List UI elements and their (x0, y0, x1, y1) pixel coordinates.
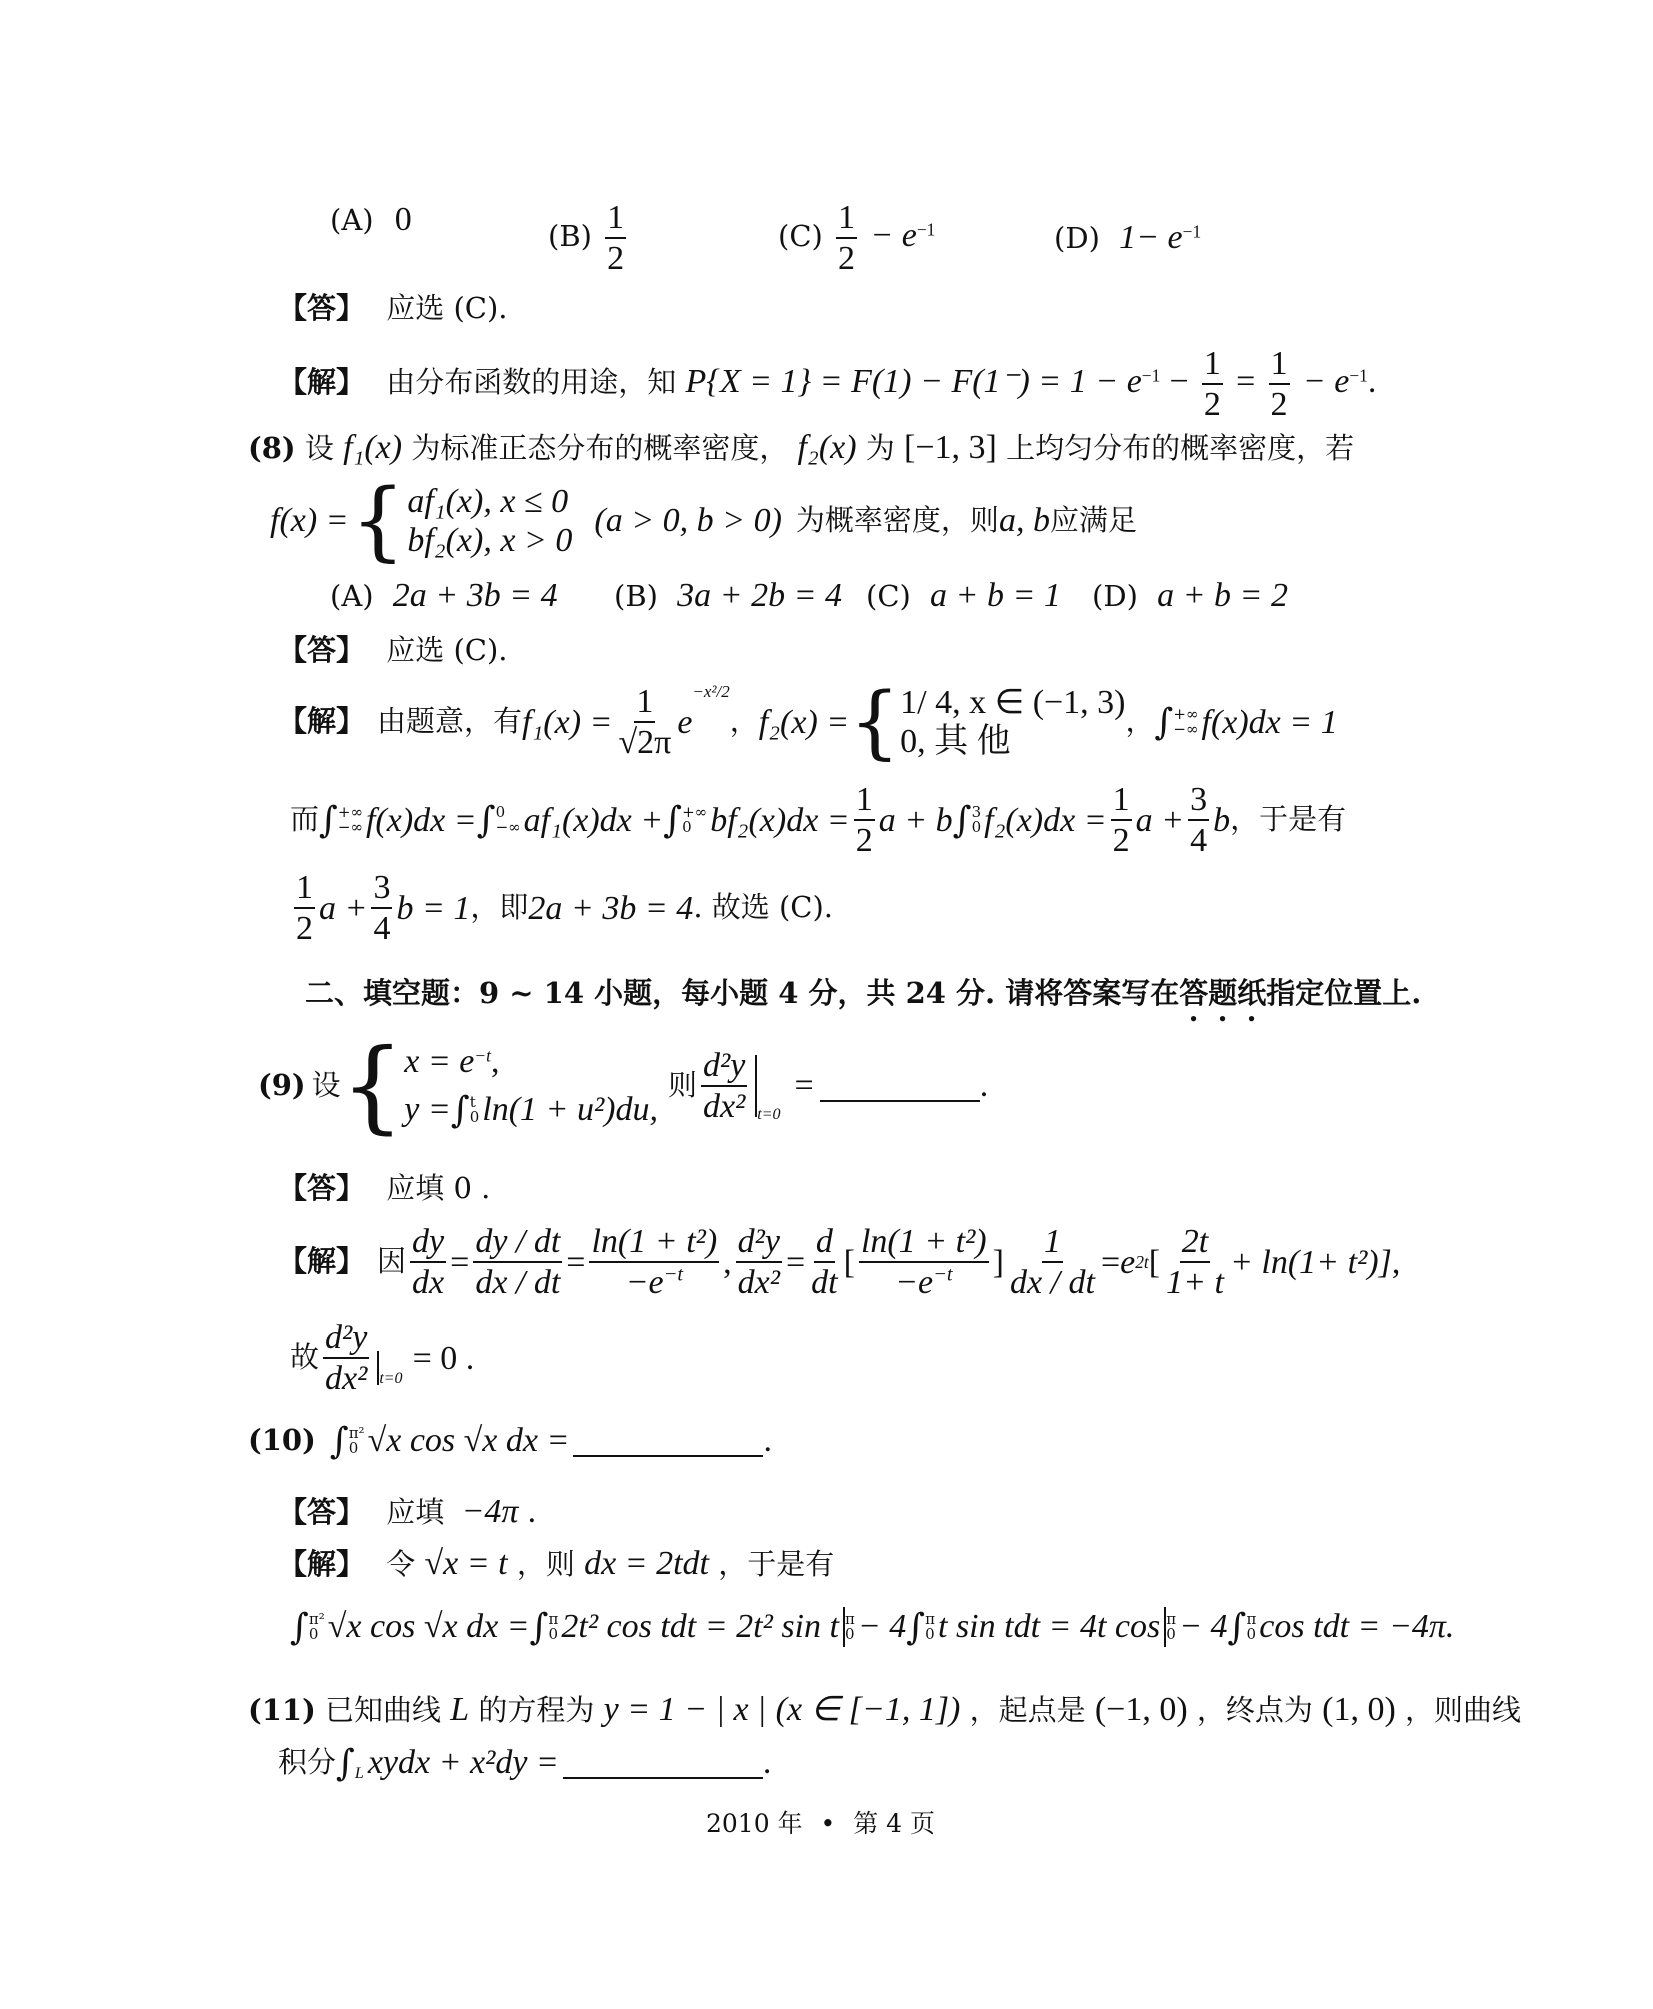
integral-icon: ∫ (336, 1741, 355, 1784)
q7-options (330, 200, 412, 239)
q8-options: (A) 2a + 3b = 4 (330, 577, 558, 614)
q7-opt-d: (D) $1- e^{-1}$ (1054, 219, 1202, 256)
q9-d2ydx2-final: $\frac{\text{d²y}}{\text{dx²}}$ (325, 1319, 368, 1398)
q8-normal-frac: $\frac{1}{√2\pi}$ (618, 683, 672, 762)
q9-solution-line2: 故 $\frac{\text{d²y}}{\text{dx²}}$ t=0 = 0 . (290, 1319, 475, 1398)
q8-opt-c: (C) a + b = 1 (866, 577, 1061, 614)
footer-dot: • (820, 1809, 836, 1838)
q8-solution-line1: 【解】 由题意，有 f₁(x) = $\frac{1}{√2\pi}$ e −x²/2 ， f₂(x) = { 1/ 4, x ∈ (−1, 3) 0, 其 他 ， ∫ +∞ −∞ f(x)dx = 1 (278, 675, 1338, 769)
q8-half-frac-2: $\frac{1}{2}$ (1112, 781, 1130, 860)
q8-opt-b: (B) 3a + 2b = 4 (614, 577, 843, 614)
q8-half-frac-3: $\frac{1}{2}$ (296, 869, 313, 948)
answer-blank[interactable] (563, 1747, 763, 1779)
q10-stem: (10) ∫ π² 0 √x cos √x dx = . (248, 1419, 772, 1462)
q7-opt-c: (C) $\frac{1}{2}$ − $e^{-1}$ (778, 199, 936, 278)
q9-dydx: $\frac{dy}{dx}$ (412, 1223, 445, 1302)
q7-frac2: $\frac{1}{2}$ (1270, 345, 1288, 424)
q9-ddt: $\frac{d}{dt}$ (811, 1223, 838, 1302)
integral-icon: ∫ (1154, 700, 1174, 744)
q8-solution-line2: 而 ∫ +∞ −∞ f(x)dx = ∫ 0 −∞ af₁(x)dx + ∫ +∞ 0 bf₂(x)dx = $\frac{1}{2}$ a + b ∫ 3 0 f₂(x)dx = $\frac{1}{2}$ a + $\frac{3}{4}$ b ，于是有 (290, 781, 1347, 860)
q9-d2ydx2: $\frac{\text{d²y}}{\text{dx²}}$ (737, 1223, 780, 1302)
q7-opt-b-label: (B) (548, 219, 592, 254)
q7-opt-b-frac: $\frac{1}{2}$ (607, 199, 625, 278)
q10-answer: 【答】 应填 −4π . (278, 1493, 537, 1530)
left-brace-icon: { (340, 1027, 405, 1144)
q7-frac1: $\frac{1}{2}$ (1203, 345, 1221, 424)
integral-icon: ∫ (529, 1605, 549, 1648)
q9-second-derivative: $\frac{\text{d²y}}{\text{dx²}}$ (703, 1046, 746, 1125)
q8-opt-d: (D) a + b = 2 (1092, 577, 1288, 614)
footer-year: 2010 年 (706, 1809, 803, 1838)
integral-icon: ∫ (329, 1419, 349, 1462)
q9-solution-line1: 【解】 因 $\frac{dy}{dx}$ = $\frac{dy / dt}{dx / dt}$ = $\frac{\text{ln(1 + t²)}}{-e^{-t}}$ , $\frac{\text{d²y}}{\text{dx²}}$ = $\frac{d}{dt}$ [ $\frac{\text{ln(1 + t²)}}{-e^{-t}}$ ] $\frac{1}{dx / dt}$ = e 2t [ $\frac{2t}{1+ t}$ + ln(1+ t²)] , (278, 1223, 1401, 1302)
q9-inverse: $\frac{1}{dx / dt}$ (1009, 1223, 1095, 1302)
left-brace-icon: { (849, 675, 901, 769)
q11-stem-line1: (11) 已知曲线 L 的方程为 y = 1 − | x | (x ∈ [−1, 1]) ，起点是 (−1, 0) ，终点为 (1, 0) ，则曲线 (248, 1691, 1522, 1728)
q7-opt-c-frac: $\frac{1}{2}$ (838, 199, 856, 278)
q7-opt-d-label: (D) (1054, 221, 1100, 255)
footer-page: 第 4 页 (853, 1809, 936, 1838)
q10-solution-line1: 【解】 令 √x = t ，则 dx = 2tdt ，于是有 (278, 1545, 835, 1582)
q7-solution: 【解】 由分布函数的用途，知 $P\{X = 1\} = F(1) - F(1^-) = 1 - e^{-1}$ − $\frac{1}{2}$ = $\frac{1}{2}$ − $e^{-1}$. (278, 345, 1377, 424)
q8-three-quarter-frac: $\frac{3}{4}$ (1190, 781, 1208, 860)
q8-fx-def: f(x) = { af₁(x), x ≤ 0 bf₂(x), x > 0 (a > 0, b > 0) 为概率密度，则 a, b 应满足 (270, 471, 1137, 571)
q9-2t-frac: $\frac{2t}{1+ t}$ (1166, 1223, 1224, 1302)
q8-stem: (8) 设 f₁(x) 为标准正态分布的概率密度， f₂(x) 为 [−1, 3] 上均匀分布的概率密度，若 (248, 429, 1355, 466)
q7-opt-a-label: (A) (330, 203, 374, 237)
q10-solution-line2: ∫ π² 0 √x cos √x dx = ∫ π 0 2t² cos tdt = 2t² sin t π 0 − 4 ∫ π 0 t sin tdt = 4t cos π 0 − 4 ∫ π 0 cos tdt = −4π. (290, 1605, 1455, 1648)
q7-opt-c-label: (C) (778, 219, 823, 254)
q8-half-frac: $\frac{1}{2}$ (855, 781, 873, 860)
q9-answer: 【答】 应填 0 . (278, 1171, 491, 1205)
q8-solution-line3: $\frac{1}{2}$ a + $\frac{3}{4}$ b = 1 ，即 2a + 3b = 4 . 故选 (C). (296, 869, 834, 948)
q7-answer: 【答】 应选 (C). (278, 291, 508, 325)
q8-three-quarter-frac-2: $\frac{3}{4}$ (373, 869, 391, 948)
q9-dydt-dxdt: $\frac{dy / dt}{dx / dt}$ (475, 1223, 561, 1302)
left-brace-icon: { (350, 471, 406, 571)
integral-icon: ∫ (952, 798, 972, 842)
answer-blank[interactable] (820, 1070, 980, 1102)
integral-icon: ∫ (1227, 1605, 1247, 1648)
integral-icon: ∫ (450, 1087, 470, 1131)
q9-ratio: $\frac{\text{ln(1 + t²)}}{-e^{-t}}$ (591, 1223, 718, 1302)
integral-icon: ∫ (663, 798, 683, 842)
answer-blank[interactable] (573, 1425, 763, 1457)
q7-opt-b (548, 198, 630, 278)
q9-stem: (9) 设 { $x = e^{-t}$, y = ∫ t 0 ln(1 + u²)du, 则 $\frac{\text{d²y}}{\text{dx²}}$ t=0 = . (258, 1027, 989, 1144)
integral-icon: ∫ (319, 798, 338, 842)
q9-ratio-2: $\frac{\text{ln(1 + t²)}}{-e^{-t}}$ (860, 1223, 987, 1302)
section-heading: 二、填空题：9 ~ 14 小题，每小题 4 分，共 24 分. 请将答案写在答题纸指定位置上. (305, 976, 1422, 1010)
q8-answer: 【答】 应选 (C). (278, 633, 508, 667)
q7-opt-a: 0 (394, 201, 412, 238)
integral-icon: ∫ (906, 1605, 926, 1648)
integral-icon: ∫ (290, 1605, 309, 1648)
page-footer (706, 1810, 935, 1839)
q11-stem-line2: 积分 ∫ L xydx + x²dy = . (278, 1741, 772, 1784)
integral-icon: ∫ (476, 798, 496, 842)
